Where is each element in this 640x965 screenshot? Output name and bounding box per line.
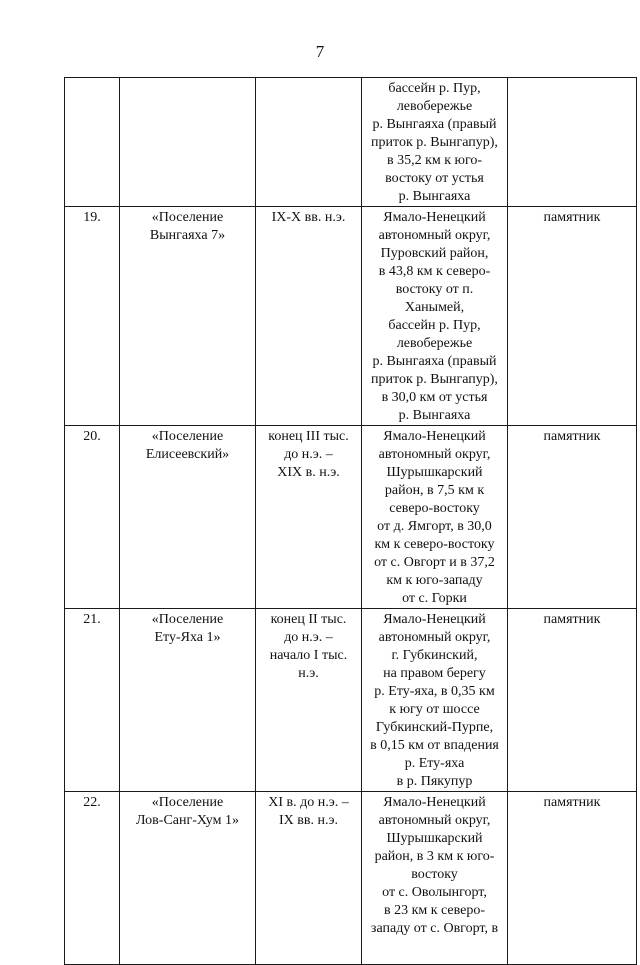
site-name-cell: «Поселение Лов-Санг-Хум 1» xyxy=(120,792,256,965)
row-number-cell: 20. xyxy=(65,426,120,609)
dating-cell: конец III тыс. до н.э. – XIX в. н.э. xyxy=(256,426,362,609)
category-cell xyxy=(508,78,637,207)
category-cell: памятник xyxy=(508,609,637,792)
location-cell: Ямало-Ненецкий автономный округ, Шурышкарский район, в 3 км к юго- востоку от с. Оволынгорт, в 23 км к северо- западу от с. Овгорт, в xyxy=(362,792,508,965)
row-number-cell: 19. xyxy=(65,207,120,426)
site-name-cell: «Поселение Ету-Яха 1» xyxy=(120,609,256,792)
row-number-cell: 22. xyxy=(65,792,120,965)
category-cell: памятник xyxy=(508,426,637,609)
table-row xyxy=(65,609,637,792)
location-cell: Ямало-Ненецкий автономный округ, г. Губкинский, на правом берегу р. Ету-яха, в 0,35 км к югу от шоссе Губкинский-Пурпе, в 0,15 км от впадения р. Ету-яха в р. Пякупур xyxy=(362,609,508,792)
category-cell: памятник xyxy=(508,207,637,426)
dating-cell: IX-X вв. н.э. xyxy=(256,207,362,426)
table-row xyxy=(65,78,637,207)
dating-cell: конец II тыс. до н.э. – начало I тыс. н.э. xyxy=(256,609,362,792)
location-cell: Ямало-Ненецкий автономный округ, Пуровский район, в 43,8 км к северо- востоку от п. Ханымей, бассейн р. Пур, левобережье р. Вынгаяха (правый приток р. Вынгапур), в 30,0 км от устья р. Вынгаяха xyxy=(362,207,508,426)
site-name-cell: «Поселение Елисеевский» xyxy=(120,426,256,609)
table-row xyxy=(65,792,637,965)
site-name-cell xyxy=(120,78,256,207)
table-row xyxy=(65,207,637,426)
dating-cell xyxy=(256,78,362,207)
page-number: 7 xyxy=(315,42,325,61)
row-number-cell: 21. xyxy=(65,609,120,792)
location-cell: Ямало-Ненецкий автономный округ, Шурышкарский район, в 7,5 км к северо-востоку от д. Ямгорт, в 30,0 км к северо-востоку от с. Овгорт и в 37,2 км к юго-западу от с. Горки xyxy=(362,426,508,609)
category-cell: памятник xyxy=(508,792,637,965)
table-row xyxy=(65,426,637,609)
row-number-cell xyxy=(65,78,120,207)
location-cell: бассейн р. Пур, левобережье р. Вынгаяха (правый приток р. Вынгапур), в 35,2 км к юго- востоку от устья р. Вынгаяха xyxy=(362,78,508,207)
heritage-registry-table xyxy=(64,77,637,965)
dating-cell: XI в. до н.э. – IX вв. н.э. xyxy=(256,792,362,965)
site-name-cell: «Поселение Вынгаяха 7» xyxy=(120,207,256,426)
